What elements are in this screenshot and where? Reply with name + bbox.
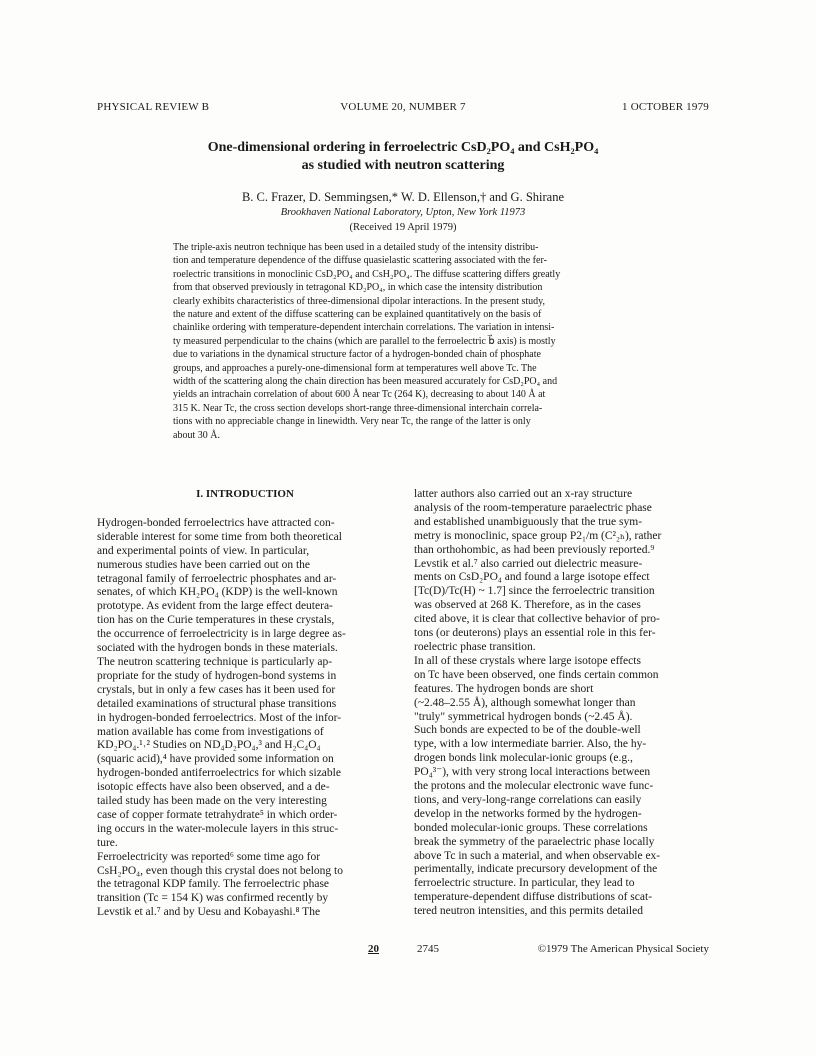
body-text-line: detailed examinations of structural phase transitions [97,697,337,710]
volume-number: VOLUME 20, NUMBER 7 [340,101,466,113]
body-text-line: tetragonal family of ferroelectric phosphates and ar- [97,572,337,585]
body-text-line: Levstik et al.⁷ also carried out dielectric measure- [414,557,643,570]
body-text-line: ture. [97,836,118,849]
abstract-line: The triple-axis neutron technique has been used in a detailed study of the intensity distribu- [173,242,539,253]
body-text-line: In all of these crystals where large isotope effects [414,654,641,667]
body-text-line: Such bonds are expected to be of the double-well [414,724,641,737]
body-text-line: latter authors also carried out an x-ray structure [414,488,633,500]
body-text-line: the occurrence of ferroelectricity is in large degree as- [97,628,346,641]
abstract-line: tions with no appreciable change in linewidth. Very near Tc, the range of the latter is only [173,416,531,428]
body-text-line: ments on CsD₂PO₄ and found a large isotope effect [414,571,650,584]
section-heading: I. INTRODUCTION [196,488,294,500]
body-text-line: tered neutron intensities, and this permits detailed [414,905,643,918]
left-column-body [97,517,393,920]
body-text-line: cited above, it is clear that collective behavior of pro- [414,613,660,626]
body-text-line: the tetragonal KDP family. The ferroelectric phase [97,878,330,891]
body-text-line: on Tc have been observed, one finds certain common [414,668,659,681]
body-text-line: CsH₂PO₄, even though this crystal does not belong to [97,864,343,877]
body-text-line: drogen bonds link molecular-ionic groups (e.g., [414,752,633,765]
abstract-line: due to variations in the dynamical structure factor of a hydrogen-bonded chain of phosphate [173,349,541,361]
body-text-line: analysis of the room-temperature paraelectric phase [414,501,652,514]
abstract-line: chainlike ordering with temperature-dependent interchain correlations. The variation in intensi- [173,322,555,334]
affiliation: Brookhaven National Laboratory, Upton, New York 11973 [280,207,526,218]
body-text-line: tailed study has been made on the very interesting [97,795,327,808]
abstract-line: groups, and approaches a purely-one-dimensional form at temperatures well above Tc. The [173,362,537,374]
body-text-line: tons (or deuterons) plays an essential role in this fer- [414,627,656,640]
body-text-line: was observed at 268 K. Therefore, as in the cases [414,599,641,612]
body-text-line: above Tc in such a material, and when observable ex- [414,849,661,862]
journal-name: PHYSICAL REVIEW B [97,101,210,113]
body-text-line: Levstik et al.⁷ and by Uesu and Kobayashi.⁸ The [97,906,321,919]
volume-page-number: 20 [368,943,379,955]
title-line: as studied with neutron scattering [301,158,505,173]
body-text-line: [Tc(D)/Tc(H) ~ 1.7] since the ferroelectric transition [414,585,655,598]
abstract-line: the nature and extent of the diffuse scattering can be explained quantitatively on the basis of [173,309,542,321]
body-text-line: than orthohombic, as had been previously reported.⁹ [414,543,655,556]
abstract-line: roelectric transitions in monoclinic CsD₂PO₄ and CsH₂PO₄. The diffuse scattering differs greatly [173,268,561,280]
title-line: One-dimensional ordering in ferroelectric CsD₂PO₄ and CsH₂PO₄ [207,140,599,155]
body-text-line: siderable interest for some time from both theoretical [97,530,342,543]
abstract-line: from that observed previously in tetragonal KD₂PO₄, in which case the intensity distribution [173,282,543,294]
abstract-line: 315 K. Near Tc, the cross section develops short-range three-dimensional interchain correla- [173,402,543,414]
body-text-line: and experimental points of view. In particular, [97,544,310,557]
body-text-line: temperature-dependent diffuse distributions of scat- [414,891,653,904]
body-text-line: (~2.48–2.55 Å), although somewhat longer than [414,696,636,709]
body-text-line: features. The hydrogen bonds are short [414,682,594,695]
body-text-line: "truly" symmetrical hydrogen bonds (~2.45 Å). [414,710,633,723]
left-column [97,488,393,920]
right-column [414,488,710,919]
body-text-line: isotopic effects have also been observed, and a de- [97,781,330,794]
abstract [173,241,633,442]
body-text-line: PO₄³⁻), with very strong local interactions between [414,766,651,779]
author-list: B. C. Frazer, D. Semmingsen,* W. D. Ellenson,† and G. Shirane [241,190,565,204]
body-text-line: hydrogen-bonded antiferroelectrics for which sizable [97,767,341,780]
abstract-line: yields an intrachain correlation of about 600 Å near Tc (264 K), decreasing to about 140 Å at [173,389,546,401]
body-text-line: Ferroelectricity was reported⁶ some time ago for [97,850,321,863]
body-text-line: The neutron scattering technique is particularly ap- [97,655,333,668]
body-text-line: and established unambiguously that the true sym- [414,515,643,528]
body-text-line: tion has on the Curie temperatures in these crystals, [97,614,335,627]
body-text-line: propriate for the study of hydrogen-bond systems in [97,669,337,682]
body-text-line: metry is monoclinic, space group P2₁/m (C²₂ₕ), rather [414,529,662,542]
body-text-line: the protons and the molecular electronic wave func- [414,780,654,793]
issue-date: 1 OCTOBER 1979 [622,101,709,113]
body-text-line: roelectric phase transition. [414,640,536,653]
abstract-line: clearly exhibits characteristics of three-dimensional dipolar interactions. In the present study, [173,295,546,307]
abstract-line: tion and temperature dependence of the diffuse quasielastic scattering associated with the fer- [173,255,547,267]
body-text-line: Hydrogen-bonded ferroelectrics have attracted con- [97,516,335,529]
abstract-line: about 30 Å. [173,429,220,441]
abstract-line: ty measured perpendicular to the chains (which are parallel to the ferroelectric b⃗ axis) is mostly [173,335,556,347]
body-text-line: numerous studies have been carried out on the [97,558,311,571]
body-text-line: ing occurs in the water-molecule layers in this struc- [97,822,339,835]
body-text-line: KD₂PO₄.¹˒² Studies on ND₄D₂PO₄,³ and H₂C₄O₄ [97,739,321,752]
body-text-line: develop in the networks formed by the hydrogen- [414,807,642,820]
body-text-line: type, with a low intermediate barrier. Also, the hy- [414,738,647,751]
body-text-line: tions, and very-long-range correlations can easily [414,793,642,806]
body-text-line: senates, of which KH₂PO₄ (KDP) is the well-known [97,586,338,599]
body-text-line: bonded molecular-ionic groups. These correlations [414,821,648,834]
body-text-line: transition (Tc = 154 K) was confirmed recently by [97,892,329,905]
body-text-line: case of copper formate tetrahydrate⁵ in which order- [97,808,338,821]
received-date: (Received 19 April 1979) [349,222,457,233]
body-text-line: crystals, but in only a few cases has it been used for [97,683,336,696]
body-text-line: ferroelectric structure. In particular, they lead to [414,877,635,890]
body-text-line: mation available has come from investigations of [97,725,324,738]
abstract-line: width of the scattering along the chain direction has been measured accurately for CsD₂PO₄ and [173,376,558,388]
body-text-line: sociated with the hydrogen bonds in these materials. [97,642,338,655]
copyright-notice: ©1979 The American Physical Society [537,943,709,955]
page-number: 2745 [417,943,439,955]
body-text-line: break the symmetry of the paraelectric phase locally [414,835,655,848]
page-footer [97,943,709,959]
body-text-line: in hydrogen-bonded ferroelectrics. Most of the infor- [97,711,342,724]
body-text-line: prototype. As evident from the large effect deutera- [97,600,333,613]
body-text-line: perimentally, indicate precursory development of the [414,863,658,876]
paper-title [97,139,709,175]
body-text-line: (squaric acid),⁴ have provided some information on [97,753,334,766]
